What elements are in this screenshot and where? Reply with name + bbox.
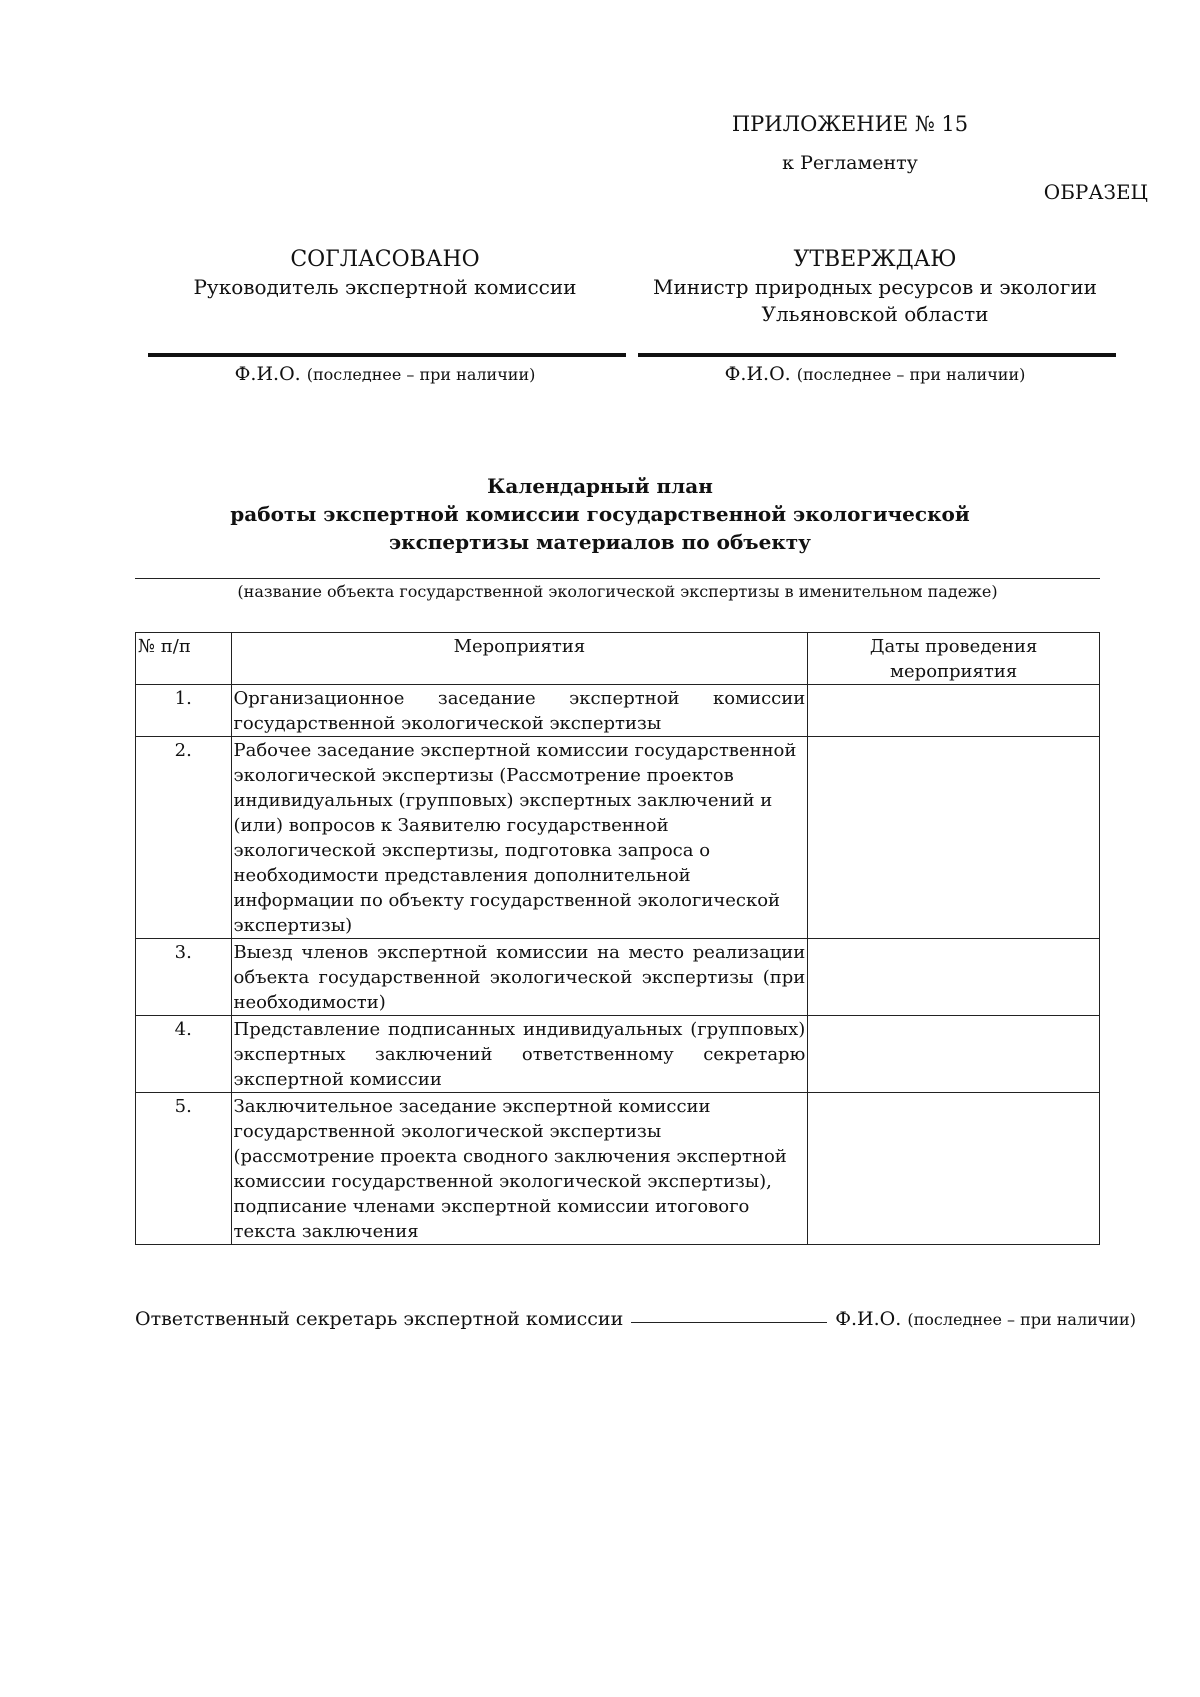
table-row	[136, 1016, 1100, 1093]
header-activity: Мероприятия	[231, 633, 808, 685]
header-num: № п/п	[136, 633, 232, 685]
table-row	[136, 685, 1100, 737]
secretary-signature	[135, 1308, 1136, 1330]
row-dates	[808, 685, 1100, 737]
approve-fio	[640, 363, 1110, 385]
row-num: 3.	[136, 939, 232, 1016]
row-dates	[808, 1016, 1100, 1093]
agreed-fio	[150, 363, 620, 385]
table-header-row	[136, 633, 1100, 685]
sample-label: ОБРАЗЕЦ	[1043, 180, 1148, 204]
approve-heading: УТВЕРЖДАЮ	[793, 247, 957, 272]
row-activity: Рабочее заседание экспертной комиссии государственной экологической экспертизы (Рассмотрение проектов индивидуальных (групповых) экспертных заключений и (или) вопросов к Заявителю государственной экологической экспертизы, подготовка запроса о необходимости представления дополнительной информации по объекту государственной экологической экспертизы)	[231, 737, 808, 939]
plan-title-line2: работы экспертной комиссии государственной экологической	[230, 502, 970, 526]
approve-fio-note: (последнее – при наличии)	[796, 365, 1026, 384]
agreed-signature-line	[148, 353, 626, 357]
agreed-fio-label: Ф.И.О.	[234, 363, 301, 385]
secretary-label: Ответственный секретарь экспертной комиссии	[135, 1308, 624, 1330]
row-activity: Организационное заседание экспертной комиссии государственной экологической экспертизы	[231, 685, 808, 737]
appendix-subtitle: к Регламенту	[782, 152, 918, 174]
row-num: 5.	[136, 1093, 232, 1245]
approve-role-line2: Ульяновской области	[761, 302, 989, 326]
plan-title-line3: экспертизы материалов по объекту	[388, 530, 811, 554]
object-caption: (название объекта государственной экологической экспертизы в именительном падеже)	[237, 582, 998, 601]
row-num: 2.	[136, 737, 232, 939]
row-dates	[808, 737, 1100, 939]
row-num: 1.	[136, 685, 232, 737]
agreed-block	[150, 246, 620, 301]
header-dates: Даты проведения мероприятия	[808, 633, 1100, 685]
table-row	[136, 1093, 1100, 1245]
secretary-fio-label: Ф.И.О.	[835, 1308, 902, 1330]
approve-block	[640, 246, 1110, 328]
row-dates	[808, 1093, 1100, 1245]
object-name-line	[135, 578, 1100, 579]
plan-title-line1: Календарный план	[487, 474, 713, 498]
secretary-signature-line	[631, 1322, 827, 1323]
row-activity: Выезд членов экспертной комиссии на место реализации объекта государственной экологической экспертизы (при необходимости)	[231, 939, 808, 1016]
agreed-role: Руководитель экспертной комиссии	[193, 275, 577, 299]
plan-table	[135, 632, 1100, 1245]
row-dates	[808, 939, 1100, 1016]
row-activity: Заключительное заседание экспертной комиссии государственной экологической экспертизы (рассмотрение проекта сводного заключения экспертной комиссии государственной экологической экспертизы), подписание членами экспертной комиссии итогового текста заключения	[231, 1093, 808, 1245]
row-num: 4.	[136, 1016, 232, 1093]
table-row	[136, 737, 1100, 939]
approve-signature-line	[638, 353, 1116, 357]
agreed-heading: СОГЛАСОВАНО	[290, 247, 480, 272]
appendix-title: ПРИЛОЖЕНИЕ № 15	[731, 112, 969, 136]
row-activity: Представление подписанных индивидуальных (групповых) экспертных заключений ответственному секретарю экспертной комиссии	[231, 1016, 808, 1093]
plan-title	[200, 472, 1000, 556]
table-row	[136, 939, 1100, 1016]
approve-role-line1: Министр природных ресурсов и экологии	[653, 275, 1097, 299]
secretary-fio-note: (последнее – при наличии)	[907, 1310, 1136, 1329]
approve-fio-label: Ф.И.О.	[724, 363, 791, 385]
agreed-fio-note: (последнее – при наличии)	[306, 365, 536, 384]
